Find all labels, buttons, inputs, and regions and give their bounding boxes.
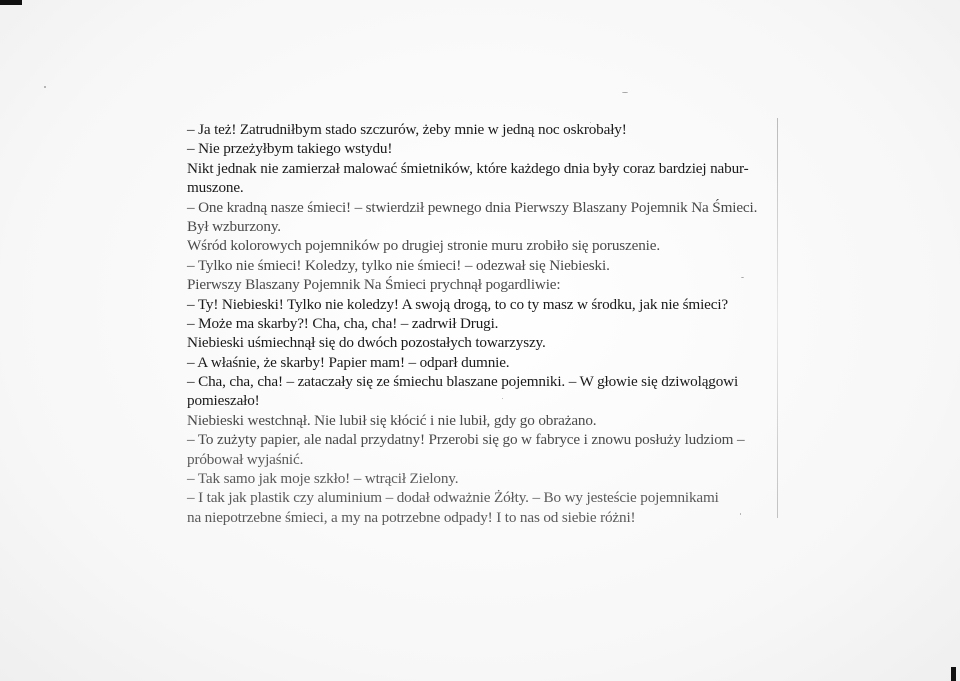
text-line-7: Wśród kolorowych pojemników po drugiej stronie muru zrobiło się poruszenie. bbox=[187, 237, 660, 255]
scan-speck bbox=[622, 92, 628, 93]
text-line-6: Był wzburzony. bbox=[187, 217, 281, 235]
text-line-19: – Tak samo jak moje szkło! – wtrącił Zielony. bbox=[187, 470, 459, 488]
text-line-5: – One kradną nasze śmieci! – stwierdził pewnego dnia Pierwszy Blaszany Pojemnik Na Śmieci. bbox=[187, 198, 758, 216]
text-line-8: – Tylko nie śmieci! Koledzy, tylko nie śmieci! – odezwał się Niebieski. bbox=[187, 256, 610, 274]
text-line-9: Pierwszy Blaszany Pojemnik Na Śmieci prychnął pogardliwie: bbox=[187, 276, 561, 294]
text-line-10: – Ty! Niebieski! Tylko nie koledzy! A swoją drogą, to co ty masz w środku, jak nie śmieci? bbox=[187, 295, 728, 313]
text-line-16: Niebieski westchnął. Nie lubił się kłócić i nie lubił, gdy go obrażano. bbox=[187, 411, 597, 429]
text-line-20: – I tak jak plastik czy aluminium – dodał odważnie Żółty. – Bo wy jesteście pojemnikami bbox=[187, 489, 719, 507]
text-line-17: – To zużyty papier, ale nadal przydatny! Przerobi się go w fabryce i znowu posłuży ludziom – bbox=[187, 431, 745, 449]
text-line-11: – Może ma skarby?! Cha, cha, cha! – zadrwił Drugi. bbox=[187, 314, 499, 332]
text-line-13: – A właśnie, że skarby! Papier mam! – odparł dumnie. bbox=[187, 353, 510, 371]
scan-edge-mark-bottom-right bbox=[951, 667, 956, 681]
text-line-18: próbował wyjaśnić. bbox=[187, 450, 304, 468]
story-text bbox=[187, 120, 787, 527]
scan-speck bbox=[44, 86, 46, 88]
text-line-21: na niepotrzebne śmieci, a my na potrzebne odpady! I to nas od siebie różni! bbox=[187, 508, 636, 526]
text-line-1: – Ja też! Zatrudniłbym stado szczurów, żeby mnie w jedną noc oskrobały! bbox=[187, 121, 627, 138]
text-line-2: – Nie przeżyłbym takiego wstydu! bbox=[187, 140, 393, 158]
scan-edge-mark-top-left bbox=[0, 0, 22, 5]
text-line-14: – Cha, cha, cha! – zataczały się ze śmiechu blaszane pojemniki. – W głowie się dziwolągowi bbox=[187, 373, 739, 391]
text-line-4: muszone. bbox=[187, 179, 244, 197]
text-line-15: pomieszało! bbox=[187, 392, 260, 410]
text-line-3: Nikt jednak nie zamierzał malować śmietników, które każdego dnia były coraz bardziej nabur- bbox=[187, 159, 749, 177]
text-line-12: Niebieski uśmiechnął się do dwóch pozostałych towarzyszy. bbox=[187, 334, 546, 352]
